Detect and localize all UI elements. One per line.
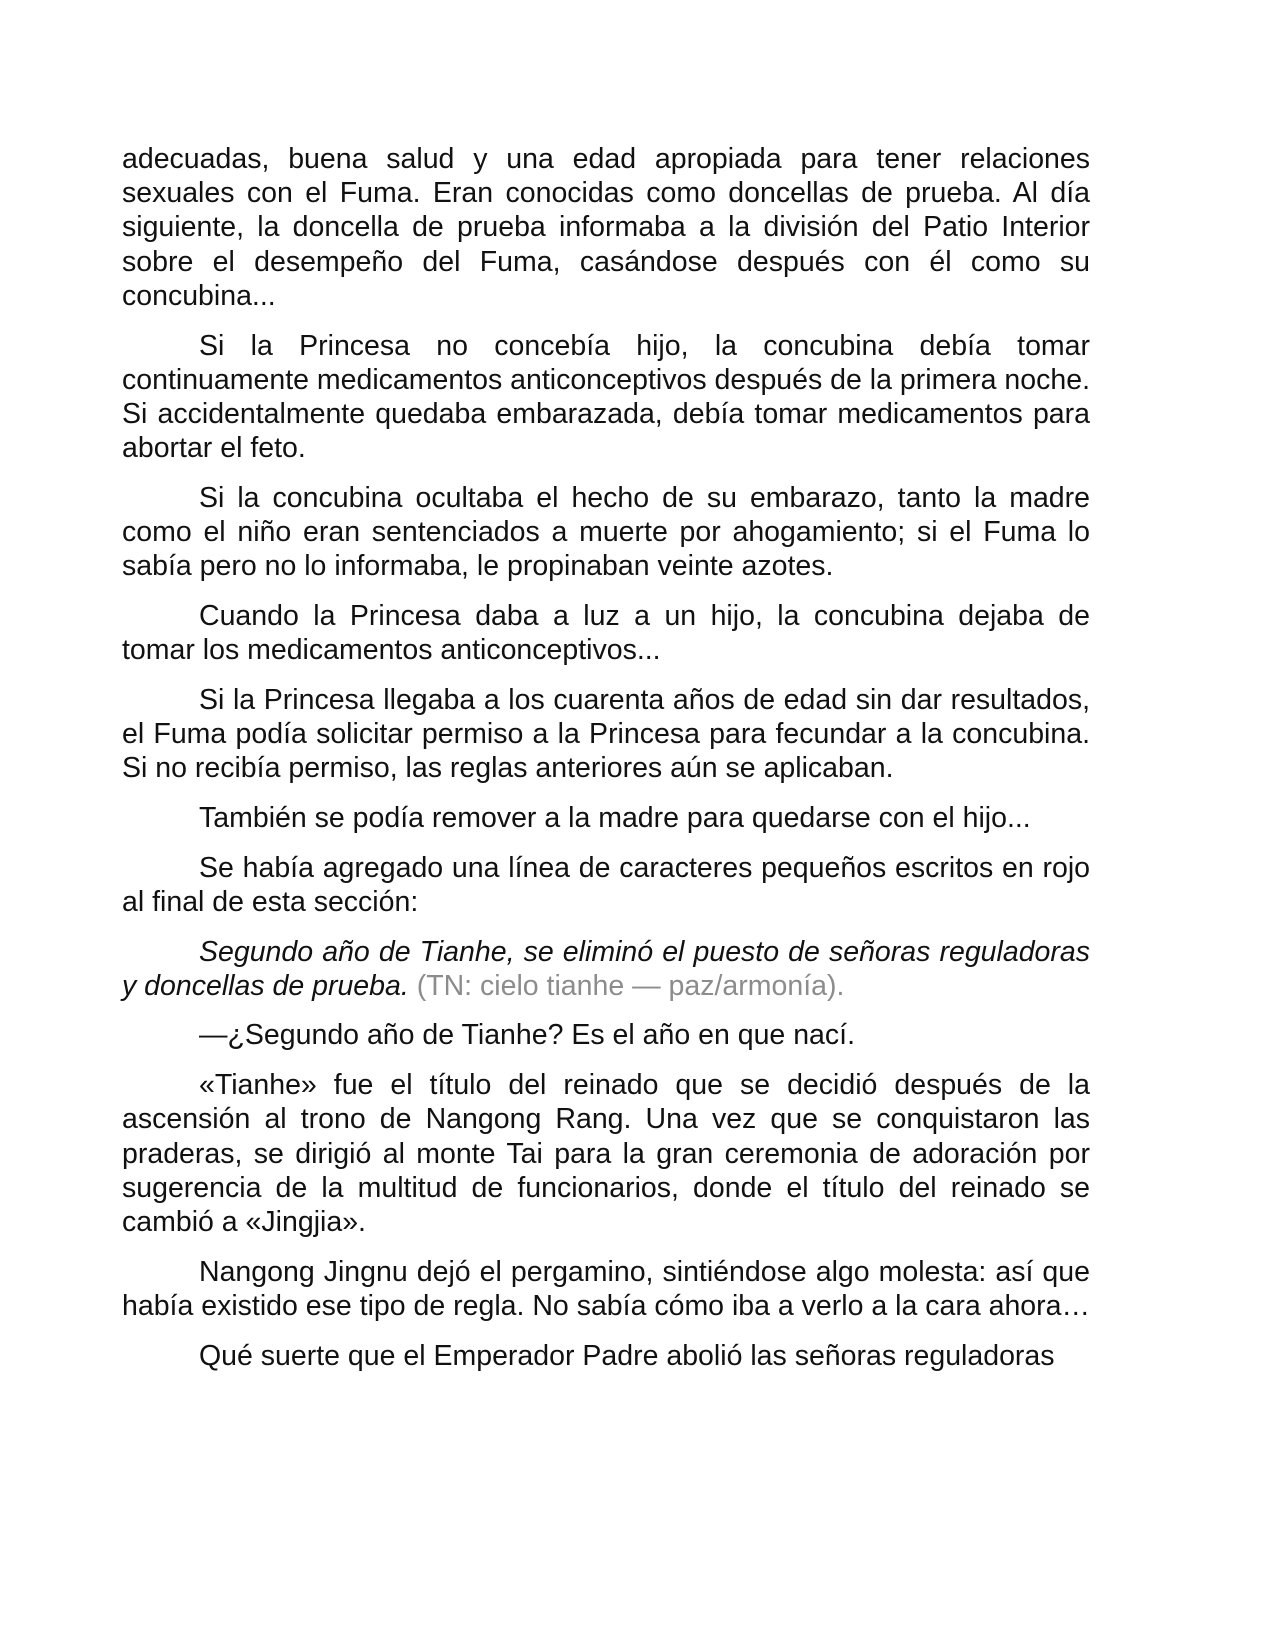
document-page <box>122 142 1090 1388</box>
paragraph-princess-birth: Cuando la Princesa daba a luz a un hijo, la concubina dejaba de tomar los medicamentos anticonceptivos... <box>122 599 1090 667</box>
paragraph-tianhe-reign: «Tianhe» fue el título del reinado que se decidió después de la ascensión al trono de Nangong Rang. Una vez que se conquistaron las praderas, se dirigió al monte Tai para la gran ceremonia de adoración por sugerencia de la multitud de funcionarios, donde el título del reinado se cambió a «Jingjia». <box>122 1069 1090 1238</box>
paragraph-jingnu-scroll: Nangong Jingnu dejó el pergamino, sintiéndose algo molesta: así que había existido ese tipo de regla. No sabía cómo iba a verlo a la cara ahora… <box>122 1255 1090 1322</box>
paragraph-emperor-father: Qué suerte que el Emperador Padre abolió las señoras reguladoras <box>199 1339 1055 1372</box>
italic-decree-text: Segundo año de Tianhe, se eliminó el puesto de señoras reguladoras y doncellas de prueba. <box>122 935 1090 1002</box>
paragraph-trial-maidens: adecuadas, buena salud y una edad apropiada para tener relaciones sexuales con el Fuma. Eran conocidas como doncellas de prueba. Al día siguiente, la doncella de prueba informaba a la división del Patio Interior sobre el desempeño del Fuma, casándose después con él como su concubina... <box>122 143 1090 312</box>
paragraph-italic-decree <box>122 935 1090 1003</box>
paragraph-birth-year: —¿Segundo año de Tianhe? Es el año en que nací. <box>199 1019 855 1052</box>
paragraph-remove-mother: También se podía remover a la madre para quedarse con el hijo... <box>199 801 1031 834</box>
paragraph-concealed-pregnancy: Si la concubina ocultaba el hecho de su embarazo, tanto la madre como el niño eran sentenciados a muerte por ahogamiento; si el Fuma lo sabía pero no lo informaba, le propinaban veinte azotes. <box>122 481 1090 583</box>
paragraph-forty-years: Si la Princesa llegaba a los cuarenta años de edad sin dar resultados, el Fuma podía solicitar permiso a la Princesa para fecundar a la concubina. Si no recibía permiso, las reglas anteriores aún se aplicaban. <box>122 683 1090 785</box>
paragraph-red-note: Se había agregado una línea de caracteres pequeños escritos en rojo al final de esta sección: <box>122 851 1090 918</box>
paragraph-contraceptives: Si la Princesa no concebía hijo, la concubina debía tomar continuamente medicamentos anticonceptivos después de la primera noche. Si accidentalmente quedaba embarazada, debía tomar medicamentos para abortar el feto. <box>122 329 1090 465</box>
translator-note: (TN: cielo tianhe — paz/armonía). <box>416 969 845 1002</box>
